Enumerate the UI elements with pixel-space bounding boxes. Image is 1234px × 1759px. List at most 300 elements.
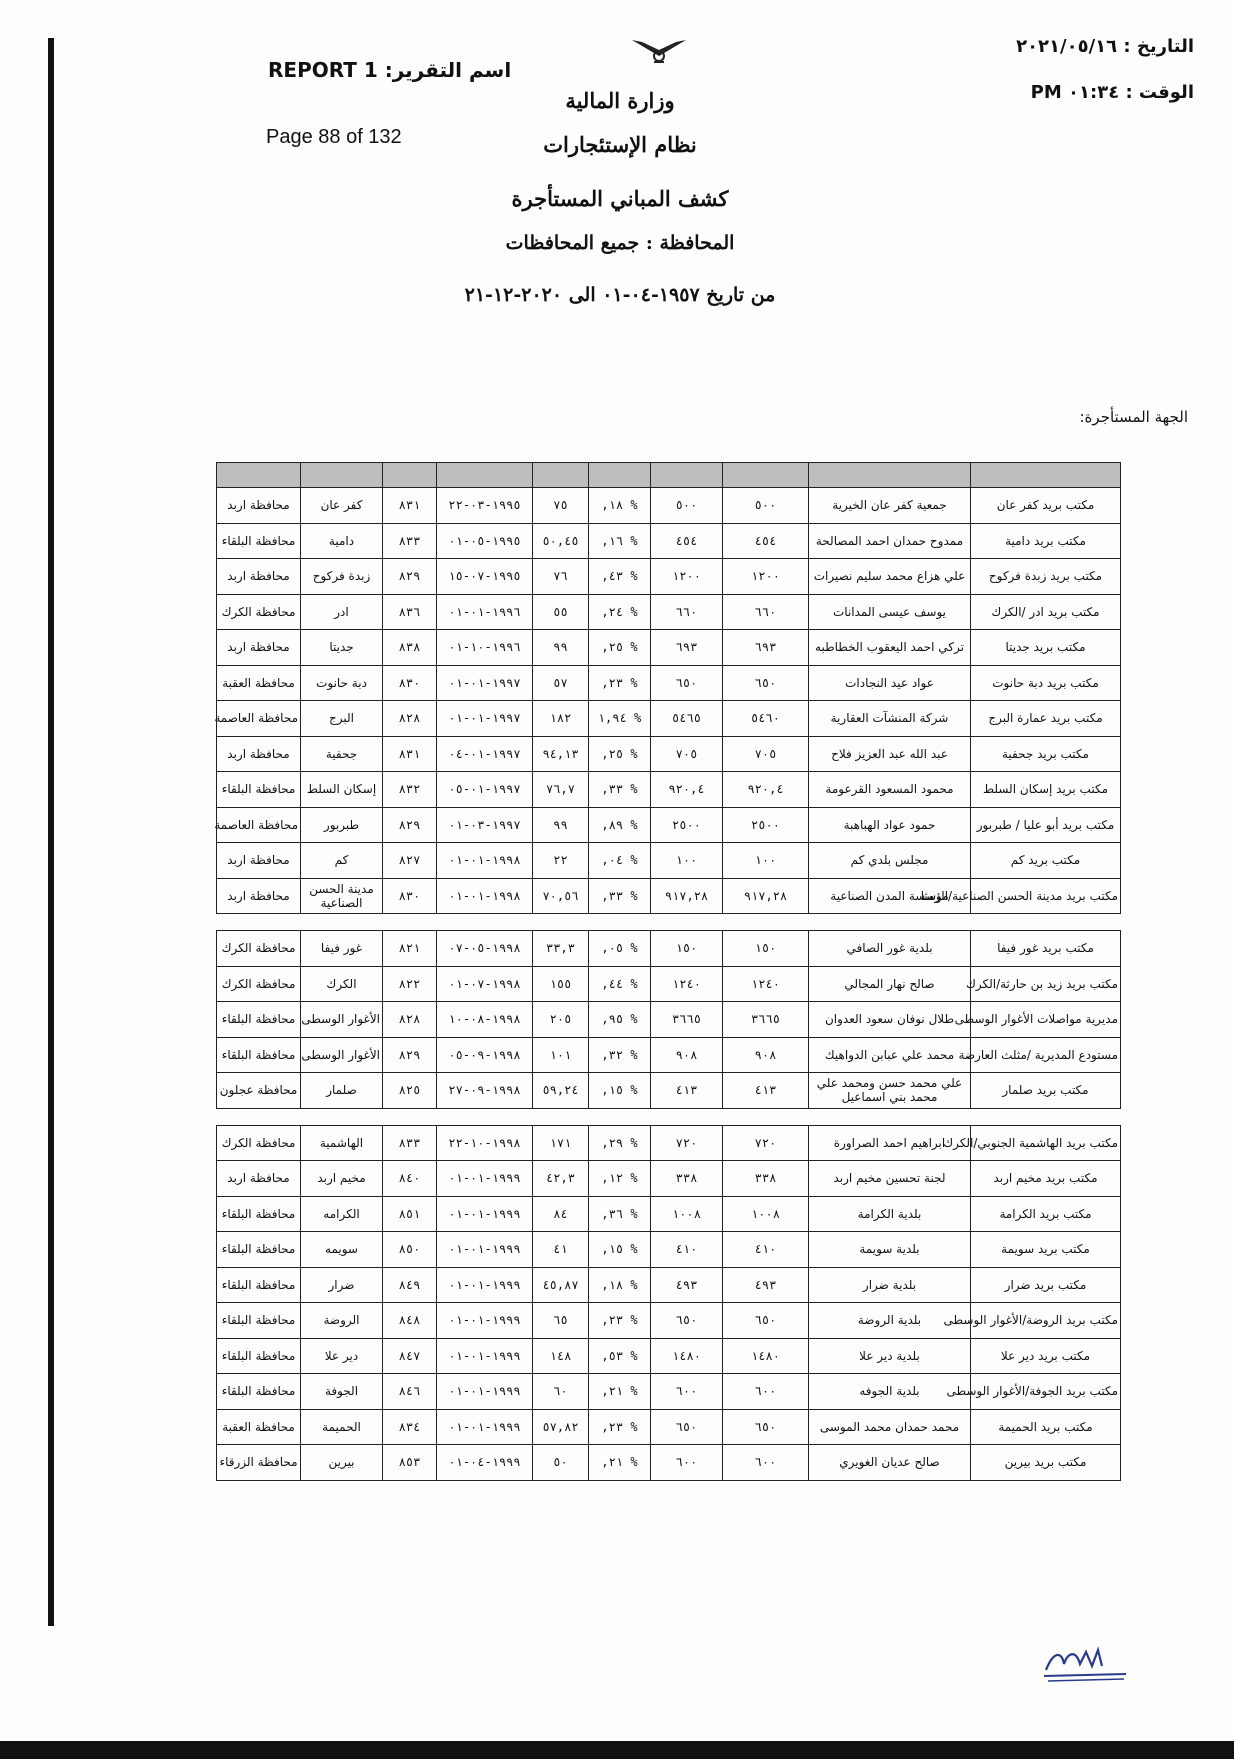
cell-start-date: ١٩٩٩-٠١-٠١ <box>437 1196 533 1232</box>
cell-contract-rent: ٦٥٠ <box>651 665 723 701</box>
header-cell <box>301 463 383 488</box>
cell-governorate: محافظة اربد <box>217 630 301 666</box>
cell-contract-rent: ١٢٤٠ <box>651 966 723 1002</box>
cell-start-date: ١٩٩٧-٠٣-٠١ <box>437 807 533 843</box>
cell-contract-rent: ١٢٠٠ <box>651 559 723 595</box>
cell-area: ٦٥ <box>533 1303 589 1339</box>
cell-governorate: محافظة اربد <box>217 559 301 595</box>
cell-code: ٨٢٢ <box>383 966 437 1002</box>
cell-owner: بلدية سويمة <box>809 1232 971 1268</box>
cell-location: ضرار <box>301 1267 383 1303</box>
cell-code: ٨٥٠ <box>383 1232 437 1268</box>
cell-annual-rent: ٤٥٤ <box>723 523 809 559</box>
cell-location: ادر <box>301 594 383 630</box>
cell-governorate: محافظة الكرك <box>217 594 301 630</box>
cell-annual-rent: ٦٦٠ <box>723 594 809 630</box>
cell-code: ٨٥٣ <box>383 1445 437 1481</box>
cell-contract-rent: ٩٢٠,٤ <box>651 772 723 808</box>
cell-building-name: مكتب بريد الكرامة <box>971 1196 1121 1232</box>
date-line <box>1016 36 1194 57</box>
table-row <box>217 523 1121 559</box>
cell-contract-rent: ١٠٠٨ <box>651 1196 723 1232</box>
cell-contract-rent: ٦٥٠ <box>651 1303 723 1339</box>
cell-start-date: ١٩٩٦-٠١-٠١ <box>437 594 533 630</box>
table-row <box>217 1125 1121 1161</box>
cell-code: ٨٣١ <box>383 488 437 524</box>
cell-start-date: ١٩٩٩-٠١-٠١ <box>437 1267 533 1303</box>
cell-governorate: محافظة اربد <box>217 488 301 524</box>
cell-governorate: محافظة اربد <box>217 736 301 772</box>
cell-governorate: محافظة الكرك <box>217 931 301 967</box>
header-cell <box>651 463 723 488</box>
cell-contract-rent: ٦٠٠ <box>651 1445 723 1481</box>
table-row <box>217 1267 1121 1303</box>
handwritten-signature-icon <box>1040 1642 1130 1684</box>
cell-annual-rent: ١٠٠٨ <box>723 1196 809 1232</box>
cell-location: إسكان السلط <box>301 772 383 808</box>
scan-bottom-edge <box>0 1741 1234 1759</box>
cell-owner: عواد عيد النجادات <box>809 665 971 701</box>
cell-start-date: ١٩٩٩-٠١-٠١ <box>437 1303 533 1339</box>
cell-code: ٨٣١ <box>383 736 437 772</box>
cell-percentage: % ٤٤, <box>589 966 651 1002</box>
cell-code: ٨٢٩ <box>383 1037 437 1073</box>
cell-building-name: مكتب بريد مدينة الحسن الصناعية/الرمثا <box>971 878 1121 914</box>
cell-start-date: ١٩٩٨-٠١-٠١ <box>437 843 533 879</box>
table-row <box>217 665 1121 701</box>
table-row <box>217 1161 1121 1197</box>
cell-governorate: محافظة البلقاء <box>217 772 301 808</box>
cell-annual-rent: ٩١٧,٢٨ <box>723 878 809 914</box>
cell-location: الروضة <box>301 1303 383 1339</box>
cell-location: الكرامه <box>301 1196 383 1232</box>
cell-governorate: محافظة الكرك <box>217 1125 301 1161</box>
cell-building-name: مكتب بريد كفر عان <box>971 488 1121 524</box>
cell-contract-rent: ٩٠٨ <box>651 1037 723 1073</box>
cell-percentage: % ٢٤, <box>589 594 651 630</box>
cell-contract-rent: ٥٤٦٥ <box>651 701 723 737</box>
cell-start-date: ١٩٩٧-٠١-٠١ <box>437 665 533 701</box>
table-row <box>217 488 1121 524</box>
cell-governorate: محافظة البلقاء <box>217 523 301 559</box>
cell-percentage: % ٢٩, <box>589 1125 651 1161</box>
cell-start-date: ١٩٩٧-٠١-٠٤ <box>437 736 533 772</box>
cell-location: دبة حانوت <box>301 665 383 701</box>
cell-governorate: محافظة البلقاء <box>217 1267 301 1303</box>
cell-location: كفر عان <box>301 488 383 524</box>
cell-annual-rent: ٢٥٠٠ <box>723 807 809 843</box>
cell-contract-rent: ٥٠٠ <box>651 488 723 524</box>
cell-location: جحفية <box>301 736 383 772</box>
cell-start-date: ١٩٩٦-١٠-٠١ <box>437 630 533 666</box>
header-cell <box>589 463 651 488</box>
cell-building-name: مكتب بريد ادر /الكرك <box>971 594 1121 630</box>
cell-start-date: ١٩٩٨-١٠-٢٢ <box>437 1125 533 1161</box>
cell-governorate: محافظة اربد <box>217 1161 301 1197</box>
cell-governorate: محافظة العقبة <box>217 665 301 701</box>
cell-annual-rent: ٣٦٦٥ <box>723 1002 809 1038</box>
header-cell <box>809 463 971 488</box>
cell-annual-rent: ٥٤٦٠ <box>723 701 809 737</box>
cell-contract-rent: ١٤٨٠ <box>651 1338 723 1374</box>
cell-owner: بلدية ضرار <box>809 1267 971 1303</box>
cell-area: ١٤٨ <box>533 1338 589 1374</box>
cell-building-name: مكتب بريد غور فيفا <box>971 931 1121 967</box>
cell-percentage: % ٢٣, <box>589 1303 651 1339</box>
cell-governorate: محافظة البلقاء <box>217 1196 301 1232</box>
cell-annual-rent: ١٢٠٠ <box>723 559 809 595</box>
cell-building-name: مكتب بريد أبو عليا / طبربور <box>971 807 1121 843</box>
cell-contract-rent: ٢٥٠٠ <box>651 807 723 843</box>
table-row <box>217 1338 1121 1374</box>
cell-percentage: % ٣٢, <box>589 1037 651 1073</box>
date-range: من تاريخ ١٩٥٧-٠٤-٠١ الى ٢٠٢٠-١٢-٢١ <box>464 284 776 306</box>
time-label: الوقت : <box>1125 82 1194 103</box>
table-header-row <box>217 463 1121 488</box>
cell-code: ٨٢١ <box>383 931 437 967</box>
cell-building-name: مكتب بريد جديتا <box>971 630 1121 666</box>
section-gap-row <box>217 1108 1121 1125</box>
cell-start-date: ١٩٩٥-٠٣-٢٢ <box>437 488 533 524</box>
cell-governorate: محافظة البلقاء <box>217 1002 301 1038</box>
cell-annual-rent: ٦٥٠ <box>723 1409 809 1445</box>
cell-owner: يوسف عيسى المدانات <box>809 594 971 630</box>
table-row <box>217 772 1121 808</box>
cell-percentage: % ٢٣, <box>589 665 651 701</box>
cell-area: ٥٠,٤٥ <box>533 523 589 559</box>
cell-owner: صالح نهار المجالي <box>809 966 971 1002</box>
cell-owner: بلدية غور الصافي <box>809 931 971 967</box>
cell-area: ٩٩ <box>533 807 589 843</box>
cell-area: ٥٥ <box>533 594 589 630</box>
cell-governorate: محافظة العاصمة <box>217 701 301 737</box>
cell-governorate: محافظة عجلون <box>217 1073 301 1109</box>
cell-annual-rent: ٤٩٣ <box>723 1267 809 1303</box>
cell-percentage: % ٣٦, <box>589 1196 651 1232</box>
table-row <box>217 966 1121 1002</box>
cell-location: دامية <box>301 523 383 559</box>
gap-cell <box>217 1108 1121 1125</box>
cell-owner: علي هزاع محمد سليم نصيرات <box>809 559 971 595</box>
cell-annual-rent: ٩٢٠,٤ <box>723 772 809 808</box>
cell-location: الحميمة <box>301 1409 383 1445</box>
table-row <box>217 843 1121 879</box>
cell-percentage: % ١,٩٤ <box>589 701 651 737</box>
cell-area: ٨٤ <box>533 1196 589 1232</box>
gap-cell <box>217 914 1121 931</box>
cell-governorate: محافظة البلقاء <box>217 1232 301 1268</box>
cell-area: ٣٣,٣ <box>533 931 589 967</box>
cell-governorate: محافظة العاصمة <box>217 807 301 843</box>
table-row <box>217 1303 1121 1339</box>
cell-code: ٨٢٥ <box>383 1073 437 1109</box>
cell-percentage: % ١٨, <box>589 1267 651 1303</box>
cell-owner: محمود المسعود القرعومة <box>809 772 971 808</box>
cell-area: ٢٢ <box>533 843 589 879</box>
header-cell <box>217 463 301 488</box>
cell-area: ٤٥,٨٧ <box>533 1267 589 1303</box>
table-row <box>217 1037 1121 1073</box>
cell-percentage: % ٣٣, <box>589 772 651 808</box>
cell-percentage: % ٣٣, <box>589 878 651 914</box>
cell-percentage: % ١٥, <box>589 1073 651 1109</box>
cell-contract-rent: ١٥٠ <box>651 931 723 967</box>
date-label: التاريخ : <box>1123 36 1194 57</box>
cell-area: ٥٠ <box>533 1445 589 1481</box>
cell-start-date: ١٩٩٥-٠٥-٠١ <box>437 523 533 559</box>
section-gap-row <box>217 914 1121 931</box>
cell-percentage: % ٨٩, <box>589 807 651 843</box>
time-line <box>1031 82 1194 103</box>
cell-owner: ممدوح حمدان احمد المصالحة <box>809 523 971 559</box>
cell-contract-rent: ٦٠٠ <box>651 1374 723 1410</box>
cell-percentage: % ٢٣, <box>589 1409 651 1445</box>
cell-code: ٨٣٣ <box>383 1125 437 1161</box>
cell-code: ٨٢٨ <box>383 701 437 737</box>
cell-location: الأغوار الوسطى <box>301 1002 383 1038</box>
cell-building-name: مكتب بريد زبدة فركوح <box>971 559 1121 595</box>
header-cell <box>971 463 1121 488</box>
cell-code: ٨٣٣ <box>383 523 437 559</box>
date-value: ٢٠٢١/٠٥/١٦ <box>1016 36 1118 57</box>
cell-contract-rent: ٤٥٤ <box>651 523 723 559</box>
cell-building-name: مكتب بريد عمارة البرج <box>971 701 1121 737</box>
table-row <box>217 1196 1121 1232</box>
cell-area: ١٧١ <box>533 1125 589 1161</box>
cell-owner: جمعية كفر عان الخيرية <box>809 488 971 524</box>
cell-location: الأغوار الوسطى <box>301 1037 383 1073</box>
cell-location: كم <box>301 843 383 879</box>
cell-owner: صالح عديان الغويري <box>809 1445 971 1481</box>
cell-percentage: % ١٥, <box>589 1232 651 1268</box>
cell-building-name: مكتب بريد سويمة <box>971 1232 1121 1268</box>
cell-percentage: % ٢٥, <box>589 630 651 666</box>
cell-contract-rent: ٤١٠ <box>651 1232 723 1268</box>
cell-building-name: مكتب بريد مخيم اربد <box>971 1161 1121 1197</box>
cell-owner: بلدية الروضة <box>809 1303 971 1339</box>
cell-location: زبدة فركوح <box>301 559 383 595</box>
cell-owner: بلدية الكرامة <box>809 1196 971 1232</box>
cell-location: مدينة الحسن الصناعية <box>301 878 383 914</box>
cell-start-date: ١٩٩٧-٠١-٠١ <box>437 701 533 737</box>
cell-area: ٤١ <box>533 1232 589 1268</box>
table-row <box>217 1409 1121 1445</box>
cell-start-date: ١٩٩٨-٠٨-١٠ <box>437 1002 533 1038</box>
cell-percentage: % ٠٥, <box>589 931 651 967</box>
cell-annual-rent: ٣٣٨ <box>723 1161 809 1197</box>
table-row <box>217 736 1121 772</box>
cell-percentage: % ٢١, <box>589 1445 651 1481</box>
report-name: REPORT 1 <box>268 58 378 82</box>
cell-annual-rent: ٩٠٨ <box>723 1037 809 1073</box>
cell-governorate: محافظة البلقاء <box>217 1338 301 1374</box>
cell-area: ١٠١ <box>533 1037 589 1073</box>
page-number: Page 88 of 132 <box>266 126 402 148</box>
cell-code: ٨٣٨ <box>383 630 437 666</box>
cell-building-name: مكتب بريد زيد بن حارثة/الكرك <box>971 966 1121 1002</box>
cell-governorate: محافظة العقبة <box>217 1409 301 1445</box>
cell-start-date: ١٩٩٩-٠١-٠١ <box>437 1409 533 1445</box>
cell-code: ٨٥١ <box>383 1196 437 1232</box>
cell-location: بيرين <box>301 1445 383 1481</box>
rented-buildings-table <box>216 462 1120 1481</box>
cell-annual-rent: ١٥٠ <box>723 931 809 967</box>
cell-annual-rent: ١٢٤٠ <box>723 966 809 1002</box>
cell-percentage: % ٠٤, <box>589 843 651 879</box>
cell-start-date: ١٩٩٨-٠١-٠١ <box>437 878 533 914</box>
cell-percentage: % ٢١, <box>589 1374 651 1410</box>
cell-annual-rent: ٦٥٠ <box>723 665 809 701</box>
cell-location: طبربور <box>301 807 383 843</box>
cell-owner: شركة المنشآت العقارية <box>809 701 971 737</box>
cell-owner: مجلس بلدي كم <box>809 843 971 879</box>
cell-building-name: مكتب بريد الحميمة <box>971 1409 1121 1445</box>
system-title: نظام الإستئجارات <box>543 132 697 157</box>
cell-contract-rent: ٩١٧,٢٨ <box>651 878 723 914</box>
table-row <box>217 1002 1121 1038</box>
table-row <box>217 594 1121 630</box>
cell-area: ٥٧ <box>533 665 589 701</box>
cell-area: ١٥٥ <box>533 966 589 1002</box>
report-name-line <box>268 58 511 82</box>
cell-building-name: مكتب بريد الهاشمية الجنوبي/الكرك <box>971 1125 1121 1161</box>
table-row <box>217 559 1121 595</box>
cell-percentage: % ١٨, <box>589 488 651 524</box>
table-row <box>217 1073 1121 1109</box>
cell-governorate: محافظة اربد <box>217 878 301 914</box>
cell-code: ٨٣٠ <box>383 878 437 914</box>
cell-building-name: مكتب بريد الجوفة/الأغوار الوسطى <box>971 1374 1121 1410</box>
cell-annual-rent: ٧٠٥ <box>723 736 809 772</box>
cell-code: ٨٣٦ <box>383 594 437 630</box>
cell-area: ٦٠ <box>533 1374 589 1410</box>
table-row <box>217 1445 1121 1481</box>
cell-area: ٧٦,٧ <box>533 772 589 808</box>
cell-area: ٧٠,٥٦ <box>533 878 589 914</box>
cell-building-name: مكتب بريد جحفية <box>971 736 1121 772</box>
ministry-title: وزارة المالية <box>565 88 675 113</box>
cell-owner: لجنة تحسين مخيم اربد <box>809 1161 971 1197</box>
header-cell <box>533 463 589 488</box>
cell-area: ٧٦ <box>533 559 589 595</box>
cell-area: ٢٠٥ <box>533 1002 589 1038</box>
cell-governorate: محافظة البلقاء <box>217 1037 301 1073</box>
cell-annual-rent: ٤١٠ <box>723 1232 809 1268</box>
cell-contract-rent: ٣٣٨ <box>651 1161 723 1197</box>
cell-percentage: % ٥٣, <box>589 1338 651 1374</box>
cell-area: ١٨٢ <box>533 701 589 737</box>
cell-location: جديتا <box>301 630 383 666</box>
cell-owner: طلال نوفان سعود العدوان <box>809 1002 971 1038</box>
cell-code: ٨٤٠ <box>383 1161 437 1197</box>
cell-owner: محمد حمدان محمد الموسى <box>809 1409 971 1445</box>
report-title: كشف المباني المستأجرة <box>511 186 729 211</box>
cell-start-date: ١٩٩٨-٠٩-٢٧ <box>437 1073 533 1109</box>
cell-area: ٥٧,٨٢ <box>533 1409 589 1445</box>
cell-code: ٨٣٢ <box>383 772 437 808</box>
cell-start-date: ١٩٩٩-٠١-٠١ <box>437 1338 533 1374</box>
cell-location: مخيم اربد <box>301 1161 383 1197</box>
cell-building-name: مكتب بريد ضرار <box>971 1267 1121 1303</box>
table-row <box>217 701 1121 737</box>
cell-owner: بلدية دير علا <box>809 1338 971 1374</box>
cell-building-name: مكتب بريد كم <box>971 843 1121 879</box>
cell-annual-rent: ٦٠٠ <box>723 1445 809 1481</box>
cell-owner: علي محمد حسن ومحمد علي محمد بني اسماعيل <box>809 1073 971 1109</box>
cell-code: ٨٤٩ <box>383 1267 437 1303</box>
cell-location: سويمه <box>301 1232 383 1268</box>
table-row <box>217 1374 1121 1410</box>
cell-annual-rent: ٤١٣ <box>723 1073 809 1109</box>
cell-location: البرج <box>301 701 383 737</box>
cell-start-date: ١٩٩٨-٠٥-٠٧ <box>437 931 533 967</box>
cell-contract-rent: ٣٦٦٥ <box>651 1002 723 1038</box>
report-name-label: اسم التقرير: <box>384 58 512 82</box>
cell-code: ٨٤٧ <box>383 1338 437 1374</box>
cell-annual-rent: ٧٢٠ <box>723 1125 809 1161</box>
header-cell <box>437 463 533 488</box>
cell-location: غور فيفا <box>301 931 383 967</box>
cell-contract-rent: ٧٠٥ <box>651 736 723 772</box>
entity-label: الجهة المستأجرة: <box>1079 408 1188 426</box>
cell-code: ٨٢٩ <box>383 807 437 843</box>
cell-owner: ابراهيم احمد الصراورة <box>809 1125 971 1161</box>
cell-building-name: مكتب بريد إسكان السلط <box>971 772 1121 808</box>
cell-start-date: ١٩٩٩-٠٤-٠١ <box>437 1445 533 1481</box>
header-cell <box>723 463 809 488</box>
cell-code: ٨٢٨ <box>383 1002 437 1038</box>
cell-governorate: محافظة البلقاء <box>217 1303 301 1339</box>
cell-start-date: ١٩٩٧-٠١-٠٥ <box>437 772 533 808</box>
cell-building-name: مكتب بريد دامية <box>971 523 1121 559</box>
table-row <box>217 630 1121 666</box>
left-binding-bar <box>48 38 54 1626</box>
cell-start-date: ١٩٩٩-٠١-٠١ <box>437 1161 533 1197</box>
cell-percentage: % ٢٥, <box>589 736 651 772</box>
cell-percentage: % ١٢, <box>589 1161 651 1197</box>
cell-code: ٨٢٧ <box>383 843 437 879</box>
emblem-logo-icon <box>630 36 688 66</box>
table-row <box>217 878 1121 914</box>
cell-annual-rent: ٦٩٣ <box>723 630 809 666</box>
cell-owner: تركي احمد اليعقوب الخطاطبه <box>809 630 971 666</box>
cell-annual-rent: ١٤٨٠ <box>723 1338 809 1374</box>
cell-annual-rent: ٥٠٠ <box>723 488 809 524</box>
cell-building-name: مكتب بريد بيرين <box>971 1445 1121 1481</box>
table-row <box>217 807 1121 843</box>
cell-location: الكرك <box>301 966 383 1002</box>
cell-contract-rent: ٦٥٠ <box>651 1409 723 1445</box>
cell-building-name: مكتب بريد الروضة/الأغوار الوسطى <box>971 1303 1121 1339</box>
cell-building-name: مكتب بريد دبة حانوت <box>971 665 1121 701</box>
cell-governorate: محافظة اربد <box>217 843 301 879</box>
cell-start-date: ١٩٩٩-٠١-٠١ <box>437 1374 533 1410</box>
cell-building-name: مديرية مواصلات الأغوار الوسطى <box>971 1002 1121 1038</box>
cell-percentage: % ٩٥, <box>589 1002 651 1038</box>
cell-location: صلمار <box>301 1073 383 1109</box>
time-value: ٠١:٣٤ PM <box>1030 82 1120 103</box>
cell-start-date: ١٩٩٨-٠٩-٠٥ <box>437 1037 533 1073</box>
cell-governorate: محافظة الزرقاء <box>217 1445 301 1481</box>
cell-building-name: مستودع المديرية /مثلث العارضة <box>971 1037 1121 1073</box>
table-row <box>217 931 1121 967</box>
cell-code: ٨٢٩ <box>383 559 437 595</box>
cell-governorate: محافظة البلقاء <box>217 1374 301 1410</box>
cell-area: ٧٥ <box>533 488 589 524</box>
cell-governorate: محافظة الكرك <box>217 966 301 1002</box>
cell-owner: بلدية الجوفه <box>809 1374 971 1410</box>
cell-start-date: ١٩٩٩-٠١-٠١ <box>437 1232 533 1268</box>
